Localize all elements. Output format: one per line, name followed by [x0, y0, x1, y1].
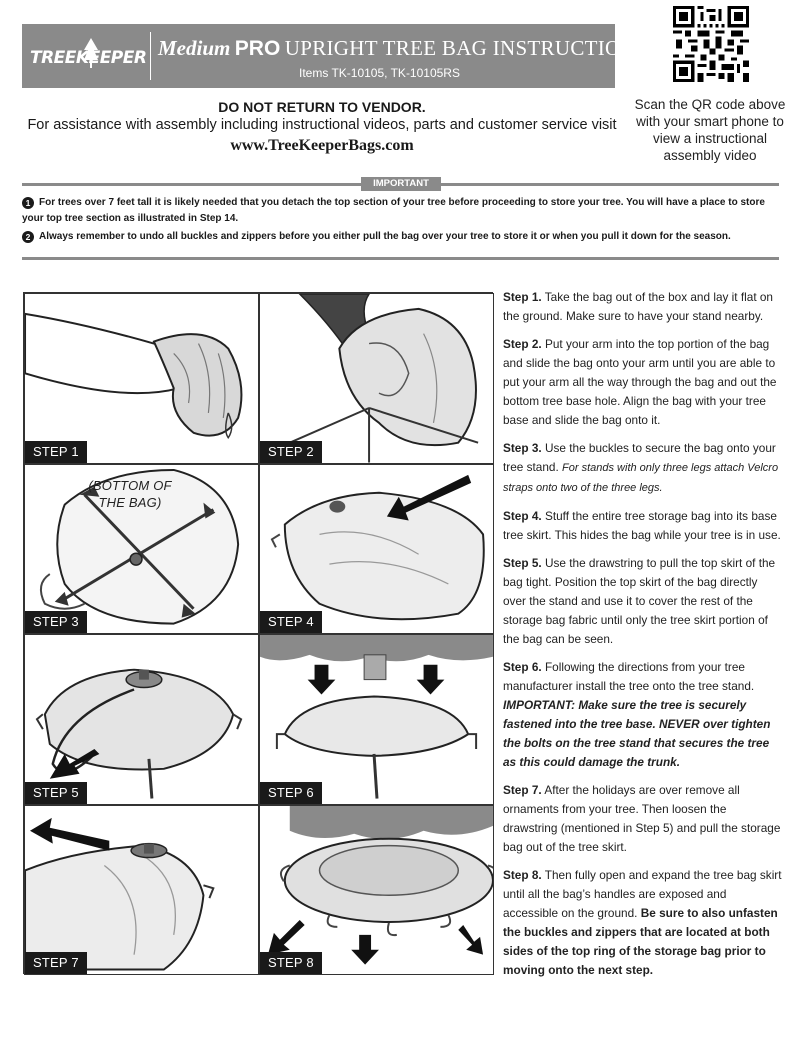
step-text: Use the buckles to secure the bag onto your tree stand.: [503, 441, 776, 474]
important-tag: IMPORTANT: [361, 177, 441, 191]
brand-logo: TREEKEEPER: [30, 48, 147, 68]
step-4: [503, 507, 782, 545]
expand-skirt-illustration: [260, 806, 493, 975]
website-link[interactable]: www.TreeKeeperBags.com: [230, 137, 414, 154]
important-note-1: [22, 195, 782, 227]
step-title: Step 2.: [503, 337, 542, 351]
step-title: Step 1.: [503, 290, 542, 304]
step-label: STEP 4: [260, 611, 322, 633]
step-label: STEP 3: [25, 611, 87, 633]
important-note-2: [22, 229, 782, 245]
step-label: STEP 8: [260, 952, 322, 974]
step-label: STEP 2: [260, 441, 322, 463]
step-text: Following the directions from your tree manufacturer install the tree onto the tree stand.: [503, 660, 755, 693]
figure-step-4: [259, 464, 494, 635]
step-text: Use the drawstring to pull the top skirt of the bag tight. Position the top skirt of the bag directly over the stand and use it to cover the rest of the storage bag fabric until only the tree skirt portion of the bag can be seen.: [503, 556, 776, 646]
step-text: Then fully open and expand the tree bag skirt until all the bag’s handles are exposed and accessible on the ground.: [503, 868, 782, 920]
remove-bag-illustration: [25, 806, 258, 975]
figure-step-5: [24, 634, 259, 805]
figure-step-1: [24, 293, 259, 464]
step-label: STEP 6: [260, 782, 322, 804]
stuff-bag-illustration: [260, 465, 493, 634]
figure-step-3: [24, 464, 259, 635]
step-text: Take the bag out of the box and lay it flat on the ground. Make sure to have your stand nearby.: [503, 290, 773, 323]
step-7: [503, 781, 782, 857]
step-title: Step 3.: [503, 441, 542, 455]
header-banner: [22, 24, 648, 88]
step-title: Step 5.: [503, 556, 542, 570]
do-not-return: DO NOT RETURN TO VENDOR.: [218, 99, 426, 115]
title-main: UPRIGHT TREE BAG INSTRUCTIONS: [284, 36, 648, 60]
drawstring-illustration: [25, 635, 258, 804]
note-text: Always remember to undo all buckles and zippers before you either pull the bag over your tree to store it or when you pull it down for the season.: [39, 231, 731, 242]
page-title: [158, 36, 648, 61]
step-label: STEP 5: [25, 782, 87, 804]
qr-code[interactable]: [673, 6, 749, 82]
header-divider: [150, 32, 151, 80]
step-text: Put your arm into the top portion of the bag and slide the bag onto your arm until you are able to put your arm all the way through the bag and out the bottom tree base hole. Align the bag with your tree base and slide the bag onto it.: [503, 337, 777, 427]
step-5: [503, 554, 782, 649]
step-2: [503, 335, 782, 430]
note-text: For trees over 7 feet tall it is likely needed that you detach the top section of your tree before proceeding to store your tree. You will have a place to store your top tree section as illustrated in Step 14.: [22, 197, 765, 224]
step-title: Step 6.: [503, 660, 542, 674]
step-1: [503, 288, 782, 326]
vendor-notice: [22, 99, 622, 155]
title-medium: Medium: [158, 36, 231, 60]
number-badge: 2: [22, 231, 34, 243]
step-title: Step 7.: [503, 783, 542, 797]
item-numbers: Items TK-10105, TK-10105RS: [299, 66, 460, 80]
step-title: Step 4.: [503, 509, 542, 523]
figure-step-2: [259, 293, 494, 464]
step-6: [503, 658, 782, 772]
bag-on-stand-illustration: [260, 294, 493, 463]
step-text: Stuff the entire tree storage bag into its base tree skirt. This hides the bag while your tree is in use.: [503, 509, 781, 542]
step-8: [503, 866, 782, 980]
figure-step-8: [259, 805, 494, 976]
number-badge: 1: [22, 197, 34, 209]
step-3: [503, 439, 782, 498]
step-label: STEP 1: [25, 441, 87, 463]
step-emphasis: Be sure to also unfasten the buckles and zippers that are located at both sides of the top ring of the storage bag prior to moving onto the next step.: [503, 906, 778, 977]
install-tree-illustration: [260, 635, 493, 804]
illustration-grid: [23, 292, 493, 974]
step-instructions: [503, 288, 782, 989]
step-text: After the holidays are over remove all ornaments from your tree. Then loosen the drawstring (mentioned in Step 5) and pull the storage bag out of the tree skirt.: [503, 783, 781, 854]
figure-step-6: [259, 634, 494, 805]
step-note: For stands with only three legs attach Velcro straps onto two of the three legs.: [503, 462, 779, 494]
bottom-of-bag-label: (BOTTOM OF THE BAG): [88, 477, 172, 510]
assistance-text: For assistance with assembly including instructional videos, parts and customer service visit: [27, 117, 617, 133]
step-title: Step 8.: [503, 868, 542, 882]
figure-step-7: [24, 805, 259, 976]
divider-bottom: [22, 257, 779, 260]
arm-in-bag-illustration: [25, 294, 258, 463]
title-pro: PRO: [234, 37, 281, 60]
step-label: STEP 7: [25, 952, 87, 974]
step-warning: IMPORTANT: Make sure the tree is securely fastened into the tree base. NEVER over tighten the bolts on the tree stand that secures the tree as this could damage the trunk.: [503, 698, 771, 769]
qr-caption: Scan the QR code above with your smart phone to view a instructional assembly video: [634, 97, 786, 163]
